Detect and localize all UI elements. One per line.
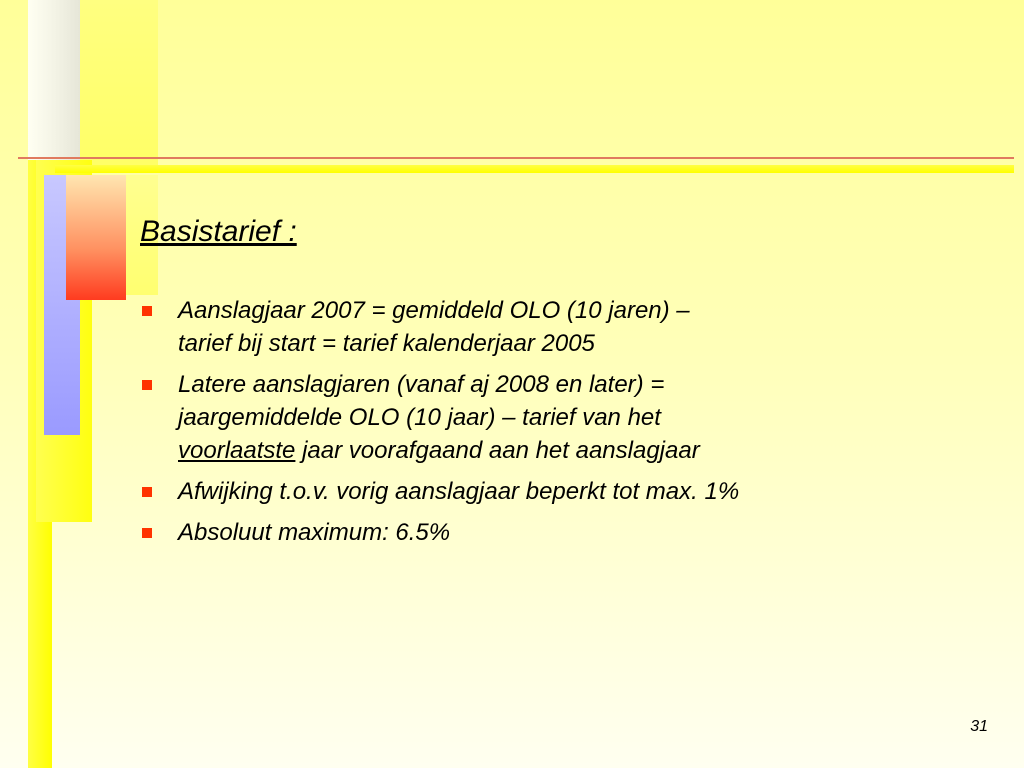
bullet-item-4 (140, 516, 1000, 549)
slide-title: Basistarief : (140, 215, 297, 248)
bullet-item-1 (140, 294, 1000, 360)
decor-pale-bar (28, 0, 80, 160)
square-bullet-icon (142, 528, 152, 538)
divider-line-red (18, 157, 1014, 159)
bullet-text-line: tarief bij start = tarief kalenderjaar 2005 (178, 330, 595, 357)
bullet-text-line: Afwijking t.o.v. vorig aanslagjaar beperkt tot max. 1% (178, 478, 740, 505)
bullet-item-2 (140, 368, 1000, 467)
square-bullet-icon (142, 487, 152, 497)
bullet-text-line (178, 434, 1000, 467)
bullet-text-rest: jaar voorafgaand aan het aanslagjaar (295, 437, 700, 464)
bullet-text-line: Aanslagjaar 2007 = gemiddeld OLO (10 jaren) – (178, 297, 690, 324)
divider-line-yellow (55, 165, 1014, 173)
decor-red-bar (66, 175, 126, 300)
underlined-word: voorlaatste (178, 437, 296, 464)
bullet-text-line: Absoluut maximum: 6.5% (178, 519, 451, 546)
square-bullet-icon (142, 380, 152, 390)
bullet-item-3 (140, 475, 1000, 508)
bullet-text-line: Latere aanslagjaren (vanaf aj 2008 en later) = (178, 371, 665, 398)
page-number: 31 (970, 718, 988, 735)
square-bullet-icon (142, 306, 152, 316)
bullet-text-line: jaargemiddelde OLO (10 jaar) – tarief van het (178, 404, 661, 431)
slide-content (140, 208, 1000, 557)
bullet-list (140, 294, 1000, 549)
